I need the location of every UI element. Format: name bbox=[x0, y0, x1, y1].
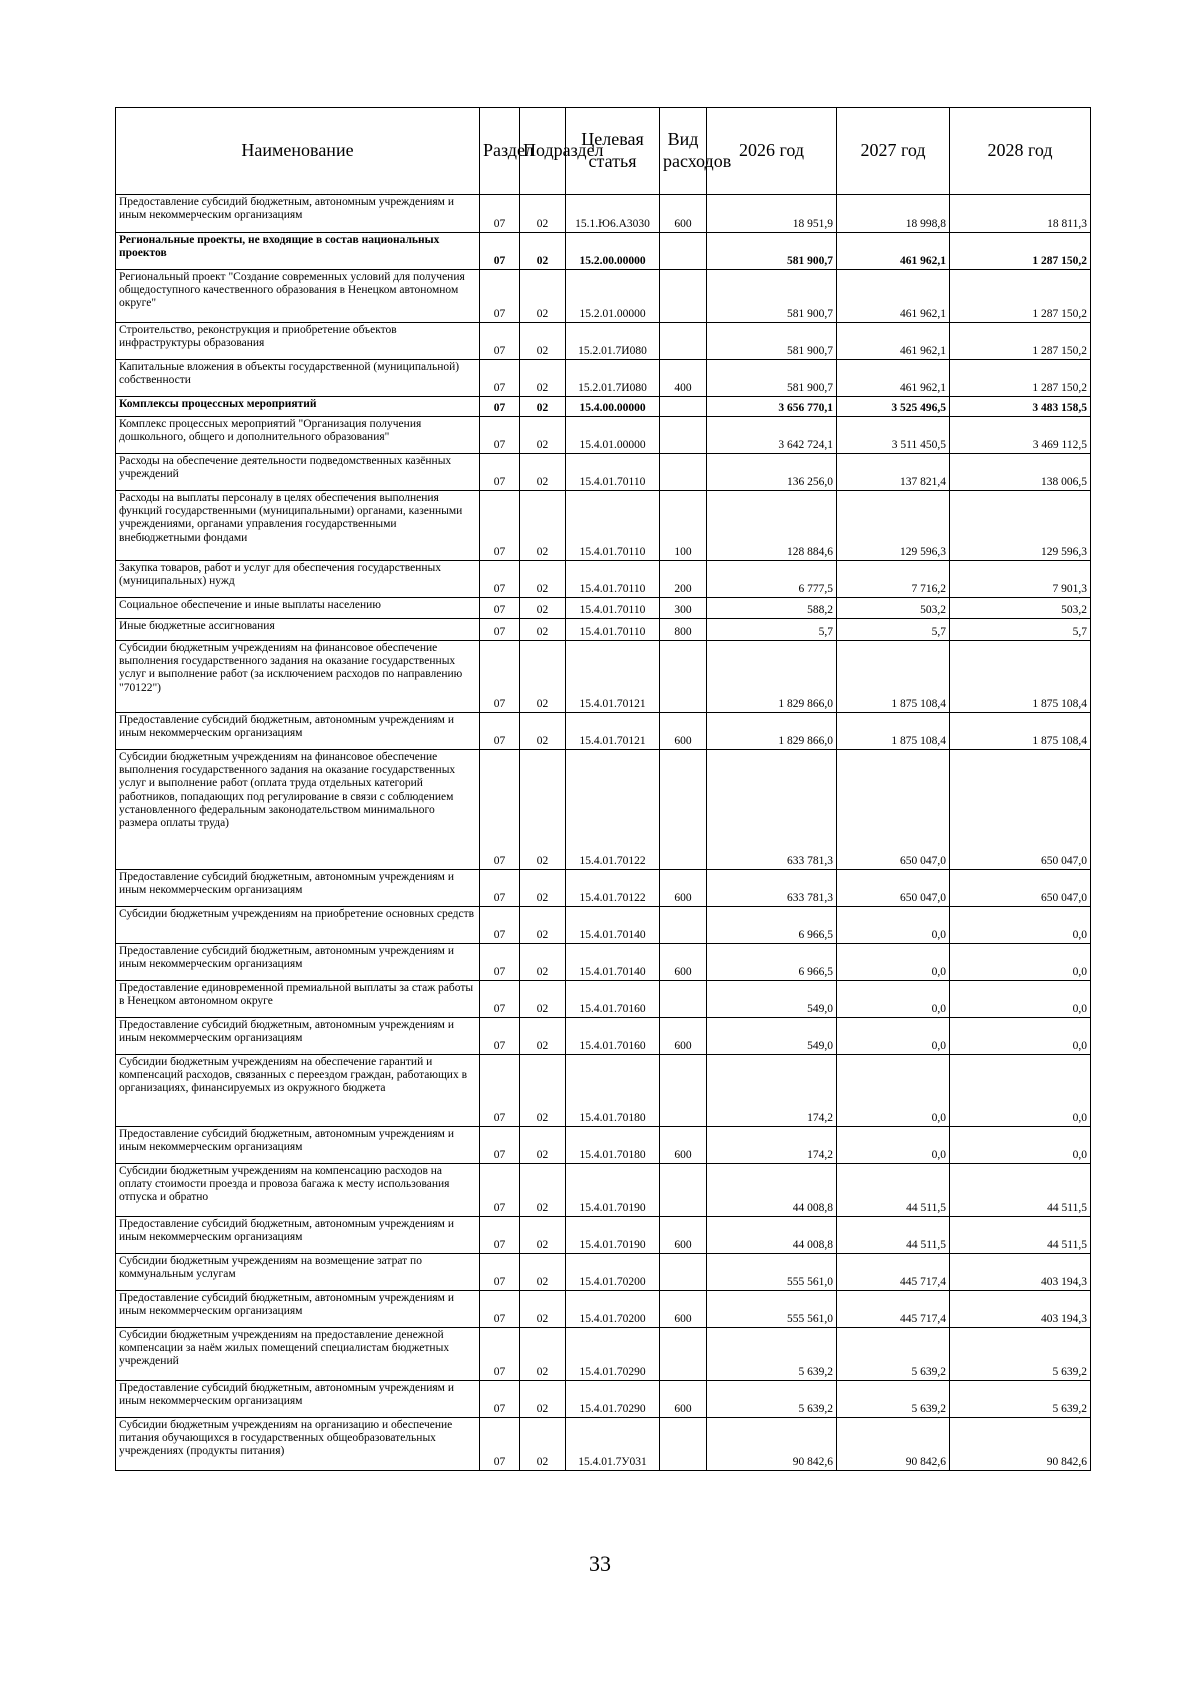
cell-y2027: 0,0 bbox=[837, 1127, 950, 1164]
cell-section: 07 bbox=[480, 1254, 520, 1291]
cell-y2026: 581 900,7 bbox=[707, 270, 837, 323]
cell-section: 07 bbox=[480, 323, 520, 360]
cell-y2027: 650 047,0 bbox=[837, 750, 950, 870]
cell-section: 07 bbox=[480, 619, 520, 641]
cell-y2026: 581 900,7 bbox=[707, 360, 837, 397]
cell-kind: 600 bbox=[660, 713, 707, 750]
cell-subsection: 02 bbox=[520, 1418, 566, 1471]
cell-y2028: 0,0 bbox=[950, 944, 1091, 981]
cell-target: 15.4.01.70190 bbox=[566, 1217, 660, 1254]
cell-kind bbox=[660, 1055, 707, 1127]
cell-y2026: 6 966,5 bbox=[707, 944, 837, 981]
header-subsection: Подраздел bbox=[520, 108, 566, 195]
cell-target: 15.2.00.00000 bbox=[566, 233, 660, 270]
cell-subsection: 02 bbox=[520, 598, 566, 619]
cell-y2028: 1 287 150,2 bbox=[950, 233, 1091, 270]
cell-section: 07 bbox=[480, 944, 520, 981]
cell-target: 15.4.01.70140 bbox=[566, 944, 660, 981]
cell-target: 15.4.01.70110 bbox=[566, 561, 660, 598]
header-2028: 2028 год bbox=[950, 108, 1091, 195]
cell-section: 07 bbox=[480, 641, 520, 713]
table-header-row bbox=[116, 108, 1091, 195]
cell-y2028: 5,7 bbox=[950, 619, 1091, 641]
cell-name: Предоставление субсидий бюджетным, автономным учреждениям и иным некоммерческим организациям bbox=[116, 195, 480, 233]
cell-kind bbox=[660, 750, 707, 870]
table-row bbox=[116, 454, 1091, 491]
cell-y2028: 503,2 bbox=[950, 598, 1091, 619]
table-row bbox=[116, 1381, 1091, 1418]
cell-kind: 600 bbox=[660, 1217, 707, 1254]
table-row bbox=[116, 944, 1091, 981]
cell-target: 15.4.01.70140 bbox=[566, 907, 660, 944]
table-row bbox=[116, 323, 1091, 360]
cell-y2027: 137 821,4 bbox=[837, 454, 950, 491]
cell-y2026: 588,2 bbox=[707, 598, 837, 619]
cell-subsection: 02 bbox=[520, 713, 566, 750]
cell-subsection: 02 bbox=[520, 619, 566, 641]
cell-subsection: 02 bbox=[520, 944, 566, 981]
cell-target: 15.4.01.70180 bbox=[566, 1055, 660, 1127]
cell-section: 07 bbox=[480, 750, 520, 870]
cell-name: Предоставление субсидий бюджетным, автономным учреждениям и иным некоммерческим организациям bbox=[116, 713, 480, 750]
cell-name: Расходы на обеспечение деятельности подведомственных казённых учреждений bbox=[116, 454, 480, 491]
cell-section: 07 bbox=[480, 360, 520, 397]
cell-section: 07 bbox=[480, 1418, 520, 1471]
table-row bbox=[116, 1055, 1091, 1127]
cell-y2027: 1 875 108,4 bbox=[837, 713, 950, 750]
table-row bbox=[116, 417, 1091, 454]
table-row bbox=[116, 870, 1091, 907]
cell-target: 15.4.01.70190 bbox=[566, 1164, 660, 1217]
cell-y2027: 1 875 108,4 bbox=[837, 641, 950, 713]
table-row bbox=[116, 1254, 1091, 1291]
cell-y2028: 3 483 158,5 bbox=[950, 397, 1091, 417]
cell-name: Субсидии бюджетным учреждениям на финансовое обеспечение выполнения государственного задания на оказание государственных услуг и выполнение работ (оплата труда отдельных категорий работников, попадающих под регулирование в связи с соблюдением установленного федеральным законодательством минимального размера оплаты труда) bbox=[116, 750, 480, 870]
cell-kind bbox=[660, 323, 707, 360]
table-row bbox=[116, 598, 1091, 619]
cell-y2027: 0,0 bbox=[837, 1018, 950, 1055]
cell-y2027: 445 717,4 bbox=[837, 1291, 950, 1328]
cell-subsection: 02 bbox=[520, 1018, 566, 1055]
cell-y2026: 549,0 bbox=[707, 1018, 837, 1055]
cell-kind: 300 bbox=[660, 598, 707, 619]
cell-section: 07 bbox=[480, 598, 520, 619]
cell-section: 07 bbox=[480, 417, 520, 454]
cell-name: Субсидии бюджетным учреждениям на обеспечение гарантий и компенсаций расходов, связанных с переездом граждан, работающих в организациях, финансируемых из окружного бюджета bbox=[116, 1055, 480, 1127]
cell-y2028: 5 639,2 bbox=[950, 1328, 1091, 1381]
cell-target: 15.4.01.70160 bbox=[566, 981, 660, 1018]
cell-name: Предоставление субсидий бюджетным, автономным учреждениям и иным некоммерческим организациям bbox=[116, 1127, 480, 1164]
table-row bbox=[116, 981, 1091, 1018]
cell-subsection: 02 bbox=[520, 870, 566, 907]
cell-target: 15.4.01.70180 bbox=[566, 1127, 660, 1164]
cell-section: 07 bbox=[480, 1164, 520, 1217]
cell-subsection: 02 bbox=[520, 1254, 566, 1291]
table-row bbox=[116, 1127, 1091, 1164]
cell-y2026: 3 642 724,1 bbox=[707, 417, 837, 454]
cell-y2028: 0,0 bbox=[950, 1055, 1091, 1127]
cell-y2028: 1 287 150,2 bbox=[950, 270, 1091, 323]
cell-y2026: 90 842,6 bbox=[707, 1418, 837, 1471]
cell-subsection: 02 bbox=[520, 750, 566, 870]
cell-y2028: 403 194,3 bbox=[950, 1254, 1091, 1291]
cell-y2026: 174,2 bbox=[707, 1127, 837, 1164]
cell-name: Социальное обеспечение и иные выплаты населению bbox=[116, 598, 480, 619]
cell-subsection: 02 bbox=[520, 907, 566, 944]
table-row bbox=[116, 907, 1091, 944]
cell-target: 15.4.01.70122 bbox=[566, 870, 660, 907]
cell-y2027: 0,0 bbox=[837, 944, 950, 981]
cell-kind bbox=[660, 270, 707, 323]
cell-kind: 600 bbox=[660, 944, 707, 981]
cell-name: Комплекс процессных мероприятий "Организация получения дошкольного, общего и дополнительного образования" bbox=[116, 417, 480, 454]
cell-kind bbox=[660, 233, 707, 270]
cell-name: Субсидии бюджетным учреждениям на предоставление денежной компенсации за наём жилых помещений специалистам бюджетных учреждений bbox=[116, 1328, 480, 1381]
cell-target: 15.4.01.70121 bbox=[566, 641, 660, 713]
cell-y2026: 5 639,2 bbox=[707, 1328, 837, 1381]
cell-subsection: 02 bbox=[520, 1381, 566, 1418]
cell-name: Расходы на выплаты персоналу в целях обеспечения выполнения функций государственными (муниципальными) органами, казенными учреждениями, органами управления государственными внебюджетными фондами bbox=[116, 491, 480, 561]
cell-section: 07 bbox=[480, 1291, 520, 1328]
cell-kind: 600 bbox=[660, 195, 707, 233]
cell-y2026: 555 561,0 bbox=[707, 1254, 837, 1291]
cell-name: Иные бюджетные ассигнования bbox=[116, 619, 480, 641]
cell-name: Субсидии бюджетным учреждениям на компенсацию расходов на оплату стоимости проезда и провоза багажа к месту использования отпуска и обратно bbox=[116, 1164, 480, 1217]
cell-name: Предоставление субсидий бюджетным, автономным учреждениям и иным некоммерческим организациям bbox=[116, 944, 480, 981]
cell-target: 15.4.01.70110 bbox=[566, 598, 660, 619]
cell-section: 07 bbox=[480, 1217, 520, 1254]
cell-target: 15.4.01.70200 bbox=[566, 1254, 660, 1291]
cell-y2028: 403 194,3 bbox=[950, 1291, 1091, 1328]
cell-y2026: 44 008,8 bbox=[707, 1164, 837, 1217]
cell-target: 15.1.Ю6.А3030 bbox=[566, 195, 660, 233]
cell-y2028: 44 511,5 bbox=[950, 1217, 1091, 1254]
page-number: 33 bbox=[589, 1551, 611, 1576]
cell-target: 15.4.01.70121 bbox=[566, 713, 660, 750]
cell-section: 07 bbox=[480, 454, 520, 491]
cell-target: 15.2.01.00000 bbox=[566, 270, 660, 323]
cell-target: 15.4.01.70110 bbox=[566, 454, 660, 491]
cell-kind bbox=[660, 1254, 707, 1291]
cell-kind bbox=[660, 641, 707, 713]
cell-y2028: 650 047,0 bbox=[950, 870, 1091, 907]
cell-y2027: 461 962,1 bbox=[837, 323, 950, 360]
table-row bbox=[116, 1164, 1091, 1217]
cell-subsection: 02 bbox=[520, 1164, 566, 1217]
cell-y2028: 1 287 150,2 bbox=[950, 323, 1091, 360]
cell-subsection: 02 bbox=[520, 454, 566, 491]
cell-subsection: 02 bbox=[520, 397, 566, 417]
cell-name: Комплексы процессных мероприятий bbox=[116, 397, 480, 417]
cell-y2027: 461 962,1 bbox=[837, 360, 950, 397]
cell-y2026: 6 777,5 bbox=[707, 561, 837, 598]
cell-target: 15.4.01.70200 bbox=[566, 1291, 660, 1328]
cell-y2026: 6 966,5 bbox=[707, 907, 837, 944]
cell-name: Региональные проекты, не входящие в состав национальных проектов bbox=[116, 233, 480, 270]
cell-y2027: 5 639,2 bbox=[837, 1381, 950, 1418]
cell-y2026: 128 884,6 bbox=[707, 491, 837, 561]
cell-name: Капитальные вложения в объекты государственной (муниципальной) собственности bbox=[116, 360, 480, 397]
table-row bbox=[116, 397, 1091, 417]
table-body bbox=[116, 195, 1091, 1471]
cell-y2028: 0,0 bbox=[950, 1127, 1091, 1164]
cell-kind: 400 bbox=[660, 360, 707, 397]
cell-name: Предоставление субсидий бюджетным, автономным учреждениям и иным некоммерческим организациям bbox=[116, 1291, 480, 1328]
header-2026: 2026 год bbox=[707, 108, 837, 195]
cell-subsection: 02 bbox=[520, 1127, 566, 1164]
cell-kind bbox=[660, 907, 707, 944]
cell-y2028: 3 469 112,5 bbox=[950, 417, 1091, 454]
cell-y2028: 1 875 108,4 bbox=[950, 713, 1091, 750]
table-row bbox=[116, 491, 1091, 561]
cell-kind: 600 bbox=[660, 870, 707, 907]
cell-y2027: 44 511,5 bbox=[837, 1217, 950, 1254]
cell-subsection: 02 bbox=[520, 641, 566, 713]
cell-y2028: 18 811,3 bbox=[950, 195, 1091, 233]
cell-subsection: 02 bbox=[520, 1217, 566, 1254]
cell-target: 15.4.01.7У031 bbox=[566, 1418, 660, 1471]
cell-y2027: 445 717,4 bbox=[837, 1254, 950, 1291]
cell-name: Строительство, реконструкция и приобретение объектов инфраструктуры образования bbox=[116, 323, 480, 360]
cell-y2026: 44 008,8 bbox=[707, 1217, 837, 1254]
cell-kind bbox=[660, 1328, 707, 1381]
cell-y2027: 90 842,6 bbox=[837, 1418, 950, 1471]
cell-kind: 600 bbox=[660, 1018, 707, 1055]
table-row bbox=[116, 360, 1091, 397]
header-section: Раздел bbox=[480, 108, 520, 195]
cell-y2026: 555 561,0 bbox=[707, 1291, 837, 1328]
table-row bbox=[116, 1328, 1091, 1381]
table-row bbox=[116, 561, 1091, 598]
cell-y2028: 1 287 150,2 bbox=[950, 360, 1091, 397]
cell-target: 15.2.01.7И080 bbox=[566, 360, 660, 397]
cell-y2028: 90 842,6 bbox=[950, 1418, 1091, 1471]
cell-target: 15.4.01.70290 bbox=[566, 1381, 660, 1418]
cell-subsection: 02 bbox=[520, 981, 566, 1018]
cell-kind bbox=[660, 417, 707, 454]
cell-target: 15.4.01.70122 bbox=[566, 750, 660, 870]
cell-name: Предоставление единовременной премиальной выплаты за стаж работы в Ненецком автономном округе bbox=[116, 981, 480, 1018]
cell-section: 07 bbox=[480, 1018, 520, 1055]
cell-y2027: 0,0 bbox=[837, 1055, 950, 1127]
cell-section: 07 bbox=[480, 907, 520, 944]
cell-kind bbox=[660, 454, 707, 491]
cell-subsection: 02 bbox=[520, 1055, 566, 1127]
cell-kind: 100 bbox=[660, 491, 707, 561]
cell-y2026: 581 900,7 bbox=[707, 323, 837, 360]
cell-y2026: 136 256,0 bbox=[707, 454, 837, 491]
header-target: Целевая статья bbox=[566, 108, 660, 195]
cell-section: 07 bbox=[480, 713, 520, 750]
cell-kind bbox=[660, 1418, 707, 1471]
cell-kind: 600 bbox=[660, 1127, 707, 1164]
cell-kind bbox=[660, 981, 707, 1018]
cell-y2027: 129 596,3 bbox=[837, 491, 950, 561]
cell-target: 15.4.01.00000 bbox=[566, 417, 660, 454]
cell-name: Предоставление субсидий бюджетным, автономным учреждениям и иным некоммерческим организациям bbox=[116, 870, 480, 907]
table-row bbox=[116, 713, 1091, 750]
cell-kind: 600 bbox=[660, 1381, 707, 1418]
cell-name: Субсидии бюджетным учреждениям на организацию и обеспечение питания обучающихся в государственных общеобразовательных учреждениях (продукты питания) bbox=[116, 1418, 480, 1471]
cell-target: 15.4.01.70160 bbox=[566, 1018, 660, 1055]
cell-y2027: 503,2 bbox=[837, 598, 950, 619]
cell-target: 15.4.00.00000 bbox=[566, 397, 660, 417]
cell-target: 15.2.01.7И080 bbox=[566, 323, 660, 360]
cell-section: 07 bbox=[480, 397, 520, 417]
cell-y2028: 7 901,3 bbox=[950, 561, 1091, 598]
table-row bbox=[116, 641, 1091, 713]
cell-y2028: 0,0 bbox=[950, 1018, 1091, 1055]
cell-y2026: 1 829 866,0 bbox=[707, 641, 837, 713]
header-kind: Вид расходов bbox=[660, 108, 707, 195]
header-name: Наименование bbox=[116, 108, 480, 195]
cell-subsection: 02 bbox=[520, 561, 566, 598]
cell-subsection: 02 bbox=[520, 417, 566, 454]
table-row bbox=[116, 750, 1091, 870]
cell-kind bbox=[660, 397, 707, 417]
cell-section: 07 bbox=[480, 561, 520, 598]
cell-y2026: 174,2 bbox=[707, 1055, 837, 1127]
budget-table bbox=[115, 107, 1091, 1471]
cell-y2028: 5 639,2 bbox=[950, 1381, 1091, 1418]
cell-target: 15.4.01.70110 bbox=[566, 619, 660, 641]
cell-y2026: 1 829 866,0 bbox=[707, 713, 837, 750]
cell-y2027: 3 525 496,5 bbox=[837, 397, 950, 417]
table-row bbox=[116, 1018, 1091, 1055]
cell-subsection: 02 bbox=[520, 270, 566, 323]
cell-y2028: 650 047,0 bbox=[950, 750, 1091, 870]
cell-section: 07 bbox=[480, 491, 520, 561]
table-row bbox=[116, 619, 1091, 641]
cell-name: Предоставление субсидий бюджетным, автономным учреждениям и иным некоммерческим организациям bbox=[116, 1018, 480, 1055]
cell-name: Закупка товаров, работ и услуг для обеспечения государственных (муниципальных) нужд bbox=[116, 561, 480, 598]
cell-subsection: 02 bbox=[520, 1328, 566, 1381]
cell-name: Субсидии бюджетным учреждениям на возмещение затрат по коммунальным услугам bbox=[116, 1254, 480, 1291]
cell-y2027: 44 511,5 bbox=[837, 1164, 950, 1217]
cell-section: 07 bbox=[480, 1328, 520, 1381]
cell-y2028: 138 006,5 bbox=[950, 454, 1091, 491]
cell-section: 07 bbox=[480, 195, 520, 233]
table-row bbox=[116, 1291, 1091, 1328]
cell-subsection: 02 bbox=[520, 233, 566, 270]
cell-y2027: 5,7 bbox=[837, 619, 950, 641]
cell-y2027: 7 716,2 bbox=[837, 561, 950, 598]
cell-y2028: 1 875 108,4 bbox=[950, 641, 1091, 713]
cell-kind: 200 bbox=[660, 561, 707, 598]
cell-y2026: 633 781,3 bbox=[707, 750, 837, 870]
cell-y2027: 461 962,1 bbox=[837, 233, 950, 270]
cell-kind: 600 bbox=[660, 1291, 707, 1328]
cell-y2027: 650 047,0 bbox=[837, 870, 950, 907]
cell-name: Субсидии бюджетным учреждениям на приобретение основных средств bbox=[116, 907, 480, 944]
cell-y2026: 633 781,3 bbox=[707, 870, 837, 907]
cell-section: 07 bbox=[480, 1127, 520, 1164]
cell-subsection: 02 bbox=[520, 491, 566, 561]
cell-kind: 800 bbox=[660, 619, 707, 641]
cell-kind bbox=[660, 1164, 707, 1217]
cell-y2026: 18 951,9 bbox=[707, 195, 837, 233]
cell-subsection: 02 bbox=[520, 323, 566, 360]
cell-subsection: 02 bbox=[520, 360, 566, 397]
header-2027: 2027 год bbox=[837, 108, 950, 195]
cell-y2027: 0,0 bbox=[837, 981, 950, 1018]
cell-section: 07 bbox=[480, 870, 520, 907]
table-row bbox=[116, 195, 1091, 233]
cell-name: Предоставление субсидий бюджетным, автономным учреждениям и иным некоммерческим организациям bbox=[116, 1217, 480, 1254]
table-row bbox=[116, 1217, 1091, 1254]
cell-subsection: 02 bbox=[520, 195, 566, 233]
cell-y2027: 18 998,8 bbox=[837, 195, 950, 233]
cell-y2028: 0,0 bbox=[950, 907, 1091, 944]
table-row bbox=[116, 270, 1091, 323]
table-row bbox=[116, 233, 1091, 270]
cell-y2027: 0,0 bbox=[837, 907, 950, 944]
cell-section: 07 bbox=[480, 233, 520, 270]
cell-y2027: 3 511 450,5 bbox=[837, 417, 950, 454]
cell-name: Субсидии бюджетным учреждениям на финансовое обеспечение выполнения государственного задания на оказание государственных услуг и выполнение работ (за исключением расходов по направлению "70122") bbox=[116, 641, 480, 713]
cell-name: Предоставление субсидий бюджетным, автономным учреждениям и иным некоммерческим организациям bbox=[116, 1381, 480, 1418]
cell-y2028: 44 511,5 bbox=[950, 1164, 1091, 1217]
cell-target: 15.4.01.70110 bbox=[566, 491, 660, 561]
cell-y2026: 5,7 bbox=[707, 619, 837, 641]
cell-y2026: 3 656 770,1 bbox=[707, 397, 837, 417]
cell-y2026: 581 900,7 bbox=[707, 233, 837, 270]
cell-section: 07 bbox=[480, 981, 520, 1018]
table-row bbox=[116, 1418, 1091, 1471]
cell-y2027: 461 962,1 bbox=[837, 270, 950, 323]
cell-y2028: 129 596,3 bbox=[950, 491, 1091, 561]
cell-y2028: 0,0 bbox=[950, 981, 1091, 1018]
cell-target: 15.4.01.70290 bbox=[566, 1328, 660, 1381]
cell-name: Региональный проект "Создание современных условий для получения общедоступного качественного образования в Ненецком автономном округе" bbox=[116, 270, 480, 323]
cell-y2026: 549,0 bbox=[707, 981, 837, 1018]
cell-y2026: 5 639,2 bbox=[707, 1381, 837, 1418]
cell-section: 07 bbox=[480, 270, 520, 323]
cell-section: 07 bbox=[480, 1055, 520, 1127]
cell-subsection: 02 bbox=[520, 1291, 566, 1328]
cell-section: 07 bbox=[480, 1381, 520, 1418]
cell-y2027: 5 639,2 bbox=[837, 1328, 950, 1381]
